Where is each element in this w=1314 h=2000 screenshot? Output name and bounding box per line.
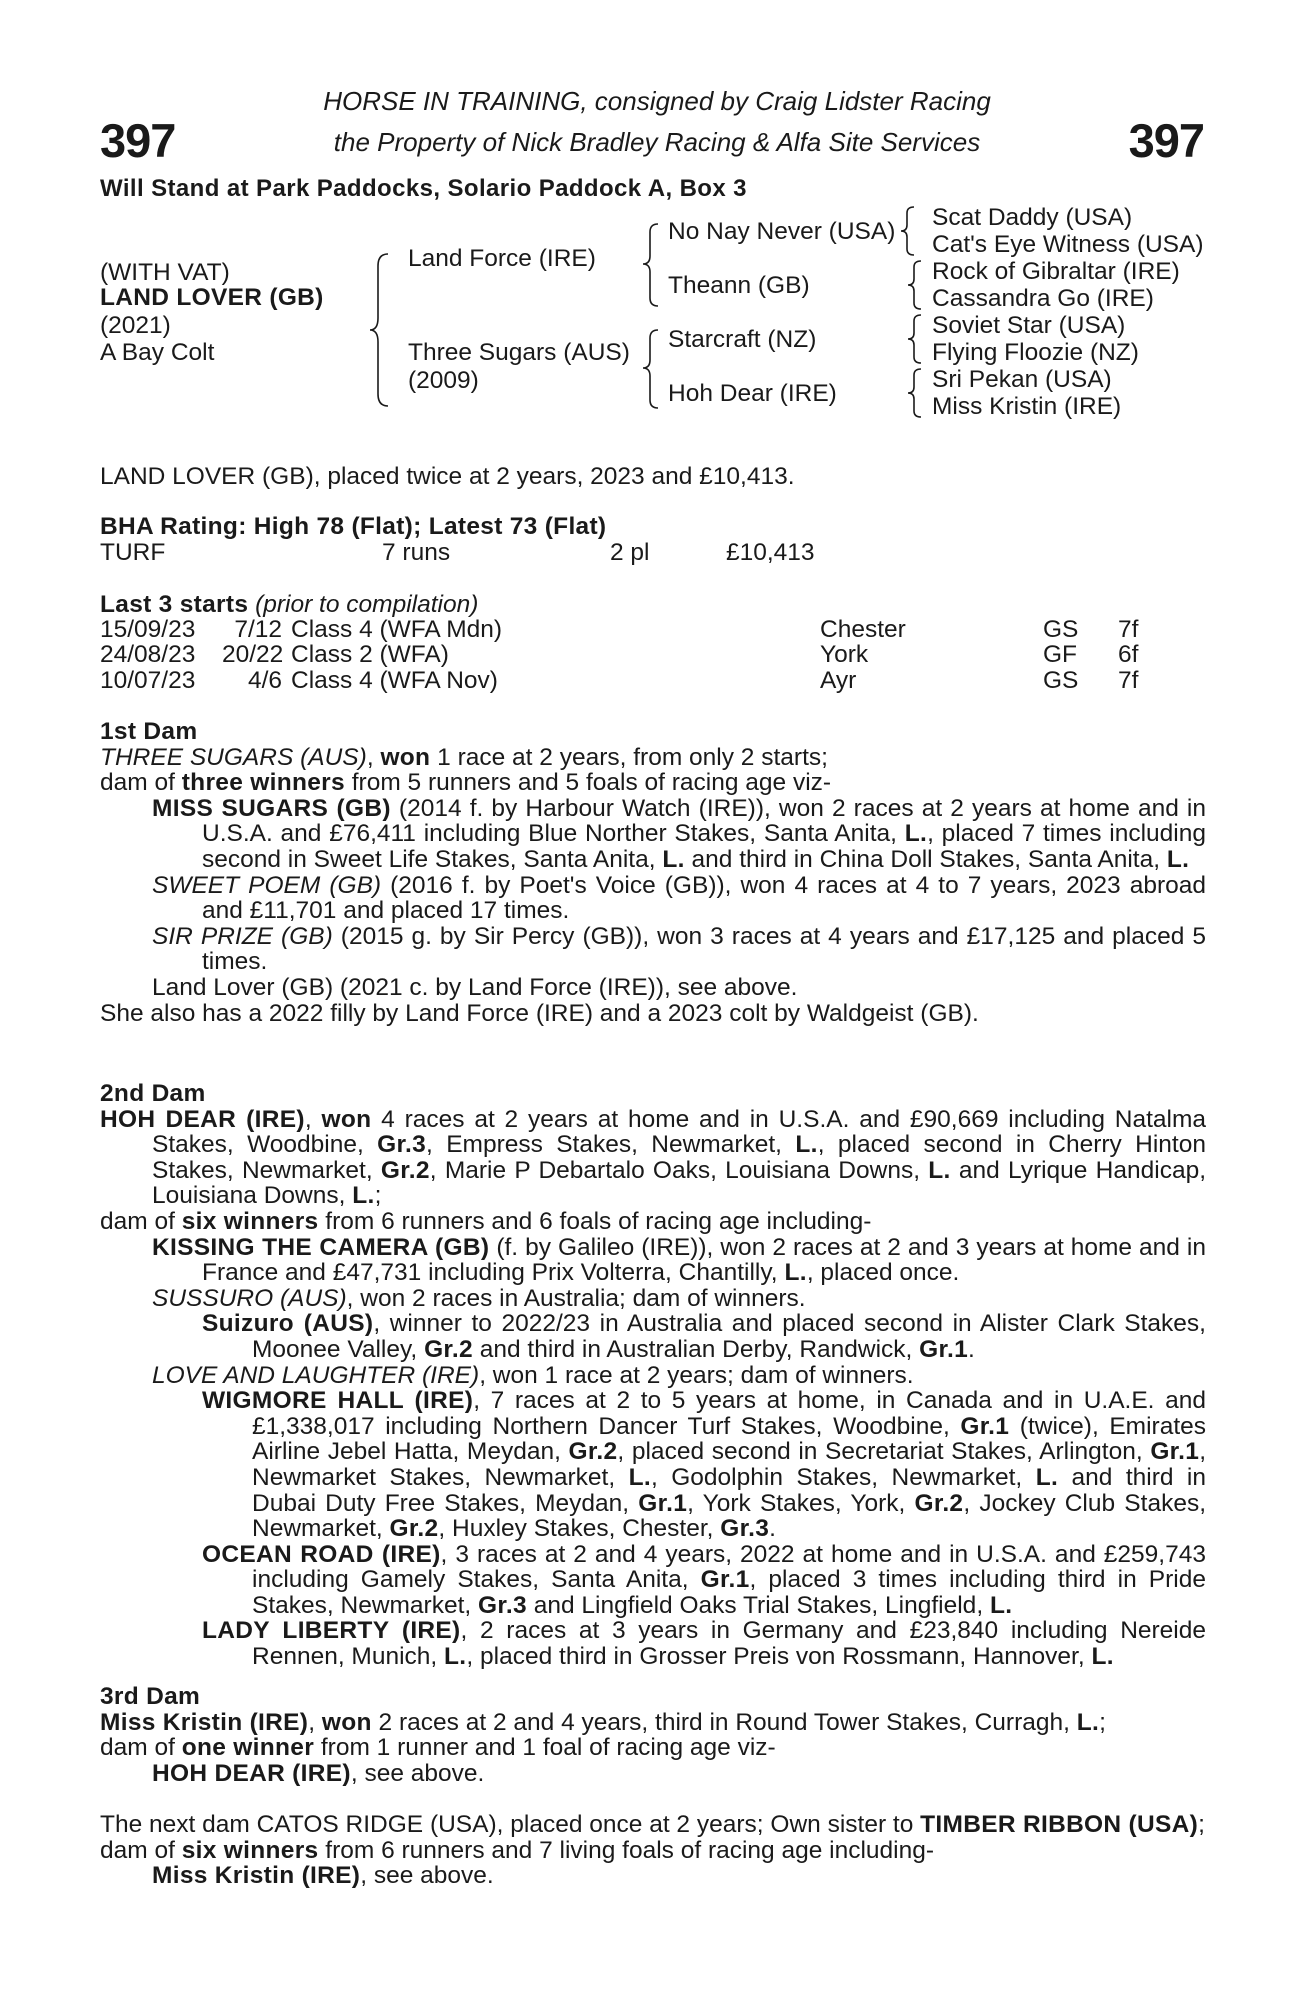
progeny-record: , see above. — [360, 1862, 494, 1890]
produce-record: from 1 runner and 1 foal of racing age viz- — [314, 1734, 776, 1762]
consignor-line: HORSE IN TRAINING, consigned by Craig Lidster Racing — [323, 86, 991, 116]
progeny-name: SWEET POEM (GB) — [152, 871, 382, 899]
third-dam-section — [100, 1684, 1206, 1786]
record-text: 2 races at 2 and 4 years, third in Round Tower Stakes, Curragh, — [371, 1708, 1077, 1736]
start-race: Class 4 (WFA Mdn) — [291, 616, 503, 643]
won-label: won — [321, 1708, 372, 1736]
next-dam-intro — [100, 1812, 1206, 1838]
grand-progeny-entry — [202, 1618, 1206, 1669]
lot-number-right: 397 — [1128, 114, 1204, 167]
vat-note: (WITH VAT) — [100, 259, 230, 286]
pedigree-gen4-5: Soviet Star (USA) — [932, 312, 1126, 339]
progeny-name: OCEAN ROAD (IRE) — [202, 1540, 441, 1568]
listed-label: L. — [444, 1643, 467, 1671]
progeny-name: Suizuro (AUS) — [202, 1310, 374, 1338]
grand-progeny-entry — [202, 1542, 1206, 1619]
progeny-record: (2016 f. by Poet's Voice (GB)), won 4 races at 4 to 7 years, 2023 abroad and £11,701 and placed 17 times. — [202, 871, 1207, 925]
pedigree-gen4-6: Flying Floozie (NZ) — [932, 339, 1139, 366]
next-dam-produce — [100, 1838, 1206, 1864]
next-dam-section — [100, 1812, 1206, 1889]
progeny-entry — [152, 796, 1206, 873]
group-label: Gr.3 — [377, 1131, 427, 1159]
progeny-record: (2015 g. by Sir Percy (GB)), won 3 races at 4 years and £17,125 and placed 5 times. — [202, 922, 1206, 976]
progeny-record: , won 1 race at 2 years; dam of winners. — [479, 1361, 914, 1389]
pedigree-brace-g4 — [905, 366, 925, 420]
start-course: Ayr — [820, 667, 857, 694]
progeny-entry: Land Lover (GB) (2021 c. by Land Force (IRE)), see above. — [152, 973, 798, 1001]
record-text: , Empress Stakes, Newmarket, — [426, 1131, 796, 1159]
progeny-entry — [152, 1235, 1206, 1286]
progeny-record: , placed once. — [806, 1259, 960, 1287]
progeny-name: WIGMORE HALL (IRE) — [202, 1387, 474, 1415]
pedigree-gen4-4: Cassandra Go (IRE) — [932, 285, 1154, 312]
start-position: 7/12 — [234, 616, 282, 643]
progeny-entry — [152, 1286, 1206, 1312]
first-dam-section — [100, 719, 1206, 1026]
dam-of-label: dam of — [100, 1734, 182, 1762]
pedigree-dam-sire: Starcraft (NZ) — [668, 326, 817, 353]
last-starts-title: Last 3 starts — [100, 591, 249, 618]
group-label: Gr.1 — [919, 1335, 969, 1363]
dam-of-label: dam of — [100, 769, 182, 797]
pedigree-dam-dam: Hoh Dear (IRE) — [668, 380, 837, 407]
listed-label: L. — [1091, 1643, 1114, 1671]
stand-location: Will Stand at Park Paddocks, Solario Paddock A, Box 3 — [100, 175, 747, 202]
progeny-record: , 3 races at 2 and 4 years, 2022 at home and in U.S.A. and £259,743 including Gamely Stakes, Santa Anita, — [252, 1540, 1206, 1594]
listed-label: L. — [628, 1463, 651, 1491]
start-date: 10/07/23 — [100, 667, 196, 694]
listed-label: L. — [352, 1182, 375, 1210]
progeny-record: and third in Dubai Duty Free Stakes, Meydan, — [252, 1463, 1206, 1517]
horse-name: LAND LOVER (GB) — [100, 284, 324, 311]
start-going: GS — [1043, 667, 1079, 694]
group-label: Gr.1 — [960, 1412, 1010, 1440]
produce-record: from 5 runners and 5 foals of racing age viz- — [344, 769, 832, 797]
property-line: the Property of Nick Bradley Racing & Alfa Site Services — [333, 127, 981, 157]
third-dam-intro: Miss Kristin (IRE), won 2 races at 2 and 4 years, third in Round Tower Stakes, Curragh, L.; — [100, 1708, 1106, 1736]
listed-label: L. — [1166, 845, 1190, 873]
progeny-record: and third in China Doll Stakes, Santa Anita, — [684, 845, 1167, 873]
group-label: Gr.3 — [720, 1515, 770, 1543]
first-dam-title: 1st Dam — [100, 718, 198, 745]
progeny-name: LADY LIBERTY (IRE) — [202, 1617, 461, 1645]
pedigree-brace-g2 — [905, 258, 925, 312]
dam-of-label: dam of — [100, 1207, 182, 1235]
record-text: 4 races at 2 years at home and in U.S.A. and £90,669 including Natalma Stakes, Woodbine, — [152, 1105, 1206, 1159]
progeny-name: KISSING THE CAMERA (GB) — [152, 1233, 490, 1261]
produce-record: from 6 runners and 6 foals of racing age including- — [318, 1207, 872, 1235]
dam-of-label: dam of — [100, 1836, 182, 1864]
group-label: Gr.2 — [914, 1489, 964, 1517]
record-text: , Marie P Debartalo Oaks, Louisiana Downs, — [429, 1156, 929, 1184]
listed-label: L. — [928, 1156, 951, 1184]
progeny-record: , Newmarket Stakes, Newmarket, — [252, 1438, 1206, 1491]
progeny-record: and Lingfield Oaks Trial Stakes, Lingfield, — [526, 1591, 990, 1619]
pedigree-sire-dam: Theann (GB) — [668, 272, 810, 299]
start-race: Class 2 (WFA) — [291, 641, 449, 668]
pedigree-gen4-2: Cat's Eye Witness (USA) — [932, 231, 1204, 258]
group-label: Gr.2 — [424, 1335, 473, 1363]
second-dam-title: 2nd Dam — [100, 1080, 206, 1107]
pedigree-sire: Land Force (IRE) — [408, 245, 596, 272]
pedigree-brace-sire — [640, 220, 662, 310]
progeny-record: , 7 races at 2 to 5 years at home, in Canada and in U.A.E. and £1,338,017 including Northern Dancer Turf Stakes, Woodbine, — [252, 1387, 1206, 1440]
pedigree-gen4-8: Miss Kristin (IRE) — [932, 393, 1122, 420]
third-dam-name: Miss Kristin (IRE) — [100, 1708, 309, 1736]
record-text: and Lyrique Handicap, Louisiana Downs, — [152, 1156, 1206, 1210]
winners-count: one winner — [181, 1734, 315, 1762]
winners-count: six winners — [181, 1207, 319, 1235]
record-text: , placed second in Cherry Hinton Stakes, Newmarket, — [152, 1131, 1206, 1184]
listed-label: L. — [1076, 1708, 1100, 1736]
progeny-record: (f. by Galileo (IRE)), won 2 races at 2 and 3 years at home and in France and £47,731 including Prix Volterra, Chantilly, — [202, 1233, 1206, 1287]
progeny-name: SUSSURO (AUS) — [152, 1284, 347, 1312]
first-dam-name: THREE SUGARS (AUS) — [100, 743, 367, 771]
progeny-entry — [152, 873, 1206, 924]
listed-label: L. — [989, 1591, 1013, 1619]
group-label: Gr.3 — [478, 1591, 527, 1619]
progeny-name: SIR PRIZE (GB) — [152, 922, 333, 950]
start-position: 20/22 — [222, 641, 284, 668]
record-text: ; — [1198, 1811, 1205, 1838]
sister-name: TIMBER RIBBON (USA) — [920, 1811, 1199, 1838]
record-text: ; — [1099, 1708, 1106, 1736]
progeny-record: , placed third in Grosser Preis von Rossmann, Hannover, — [466, 1643, 1092, 1671]
start-position: 4/6 — [247, 667, 282, 694]
start-course: Chester — [820, 616, 906, 643]
winners-count: three winners — [181, 769, 345, 797]
record-text: The next dam CATOS RIDGE (USA), placed once at 2 years; Own sister to — [100, 1811, 921, 1838]
pedigree-gen4-1: Scat Daddy (USA) — [932, 204, 1133, 231]
second-dam-section — [100, 1081, 1206, 1670]
pedigree-brace-dam — [640, 326, 662, 412]
progeny-record: , placed 3 times including third in Pride Stakes, Newmarket, — [252, 1566, 1206, 1619]
record-text: ; — [374, 1182, 382, 1210]
grand-progeny-entry — [202, 1311, 1206, 1362]
last-starts-note: (prior to compilation) — [255, 591, 479, 618]
progeny-name: MISS SUGARS (GB) — [152, 794, 391, 822]
pedigree-brace-main — [368, 250, 392, 410]
pedigree-gen4-7: Sri Pekan (USA) — [932, 366, 1112, 393]
listed-label: L. — [662, 845, 685, 873]
progeny-record: and third in Australian Derby, Randwick, — [472, 1335, 920, 1363]
progeny-record: . — [769, 1515, 776, 1543]
listed-label: L. — [784, 1259, 807, 1287]
pedigree-gen4-3: Rock of Gibraltar (IRE) — [932, 258, 1180, 285]
progeny-record: , 2 races at 3 years in Germany and £23,840 including Nereide Rennen, Munich, — [252, 1617, 1207, 1671]
group-label: Gr.1 — [1150, 1438, 1200, 1466]
progeny-record: , Jockey Club Stakes, Newmarket, — [252, 1489, 1206, 1543]
second-dam-name: HOH DEAR (IRE) — [100, 1105, 305, 1133]
progeny-record: , placed 7 times including second in Sweet Life Stakes, Santa Anita, — [202, 820, 1206, 873]
bha-rating-title: BHA Rating: High 78 (Flat); Latest 73 (Flat) — [100, 513, 607, 540]
start-going: GF — [1043, 641, 1078, 668]
second-dam-intro: HOH DEAR (IRE), won 4 races at 2 years at home and in U.S.A. and £90,669 including Natalma Stakes, Woodbine, Gr.3, Empress Stakes, Newmarket, L., placed second in Cherry Hinton Stakes, Newmarket, Gr.2, Marie P Debartalo Oaks, Louisiana Downs, L. and Lyrique Handicap, Louisiana Downs, L.; — [100, 1105, 1206, 1210]
pedigree-dam-year: (2009) — [408, 367, 479, 394]
progeny-record: , see above. — [350, 1759, 485, 1787]
third-dam-produce — [100, 1735, 1206, 1761]
start-race: Class 4 (WFA Nov) — [291, 667, 498, 694]
group-label: Gr.2 — [568, 1438, 618, 1466]
start-distance: 7f — [1118, 667, 1139, 694]
third-dam-title: 3rd Dam — [100, 1683, 201, 1710]
won-label: won — [321, 1105, 372, 1133]
group-label: Gr.2 — [389, 1515, 439, 1543]
progeny-entry — [152, 1761, 1206, 1787]
grand-progeny-entry — [202, 1388, 1206, 1542]
won-label: won — [380, 743, 431, 771]
first-dam-produce — [100, 770, 1206, 796]
progeny-entry — [152, 1863, 1206, 1889]
start-date: 15/09/23 — [100, 616, 196, 643]
first-dam-note: She also has a 2022 filly by Land Force (IRE) and a 2023 colt by Waldgeist (GB). — [100, 999, 979, 1027]
bha-placed: 2 pl — [610, 539, 650, 566]
pedigree-dam: Three Sugars (AUS) — [408, 339, 630, 366]
bha-runs: 7 runs — [382, 539, 451, 566]
listed-label: L. — [904, 820, 928, 848]
horse-year: (2021) — [100, 312, 171, 339]
group-label: Gr.1 — [638, 1489, 688, 1517]
start-distance: 7f — [1118, 616, 1139, 643]
progeny-entry — [152, 1363, 1206, 1389]
progeny-record: , placed second in Secretariat Stakes, Arlington, — [617, 1438, 1151, 1466]
progeny-record: , winner to 2022/23 in Australia and placed second in Alister Clark Stakes, Moonee Valley, — [252, 1310, 1206, 1363]
bha-earnings: £10,413 — [726, 539, 815, 566]
winners-count: six winners — [181, 1836, 319, 1864]
progeny-record: , York Stakes, York, — [687, 1489, 915, 1517]
start-distance: 6f — [1118, 641, 1139, 668]
start-date: 24/08/23 — [100, 641, 196, 668]
start-going: GS — [1043, 616, 1079, 643]
lot-number-left: 397 — [100, 114, 176, 167]
pedigree-brace-g3 — [905, 312, 925, 366]
progeny-name: HOH DEAR (IRE) — [152, 1759, 351, 1787]
progeny-entry — [152, 924, 1206, 975]
pedigree-sire-sire: No Nay Never (USA) — [668, 218, 896, 245]
first-dam-intro: THREE SUGARS (AUS), won 1 race at 2 years, from only 2 starts; — [100, 743, 828, 771]
progeny-name: LOVE AND LAUGHTER (IRE) — [152, 1361, 480, 1389]
pedigree-brace-g1 — [898, 204, 918, 258]
progeny-record: (2014 f. by Harbour Watch (IRE)), won 2 races at 2 years at home and in U.S.A. and £76,411 including Blue Norther Stakes, Santa Anita, — [202, 794, 1206, 848]
progeny-record: , Huxley Stakes, Chester, — [438, 1515, 721, 1543]
produce-record: from 6 runners and 7 living foals of racing age including- — [318, 1836, 935, 1864]
progeny-name: Miss Kristin (IRE) — [152, 1862, 361, 1890]
progeny-record: , Godolphin Stakes, Newmarket, — [651, 1463, 1036, 1491]
last-starts-heading — [100, 592, 478, 618]
progeny-record: (twice), Emirates Airline Jebel Hatta, Meydan, — [252, 1412, 1206, 1466]
listed-label: L. — [1035, 1463, 1059, 1491]
horse-description: A Bay Colt — [100, 339, 215, 366]
start-course: York — [820, 641, 869, 668]
group-label: Gr.2 — [380, 1156, 430, 1184]
progeny-record: , won 2 races in Australia; dam of winners. — [346, 1284, 806, 1312]
progeny-record: . — [968, 1335, 975, 1363]
race-summary: LAND LOVER (GB), placed twice at 2 years, 2023 and £10,413. — [100, 463, 795, 490]
listed-label: L. — [795, 1131, 818, 1159]
group-label: Gr.1 — [700, 1566, 750, 1594]
first-dam-record: 1 race at 2 years, from only 2 starts; — [430, 743, 828, 771]
second-dam-produce — [100, 1209, 1206, 1235]
bha-surface: TURF — [100, 539, 166, 566]
